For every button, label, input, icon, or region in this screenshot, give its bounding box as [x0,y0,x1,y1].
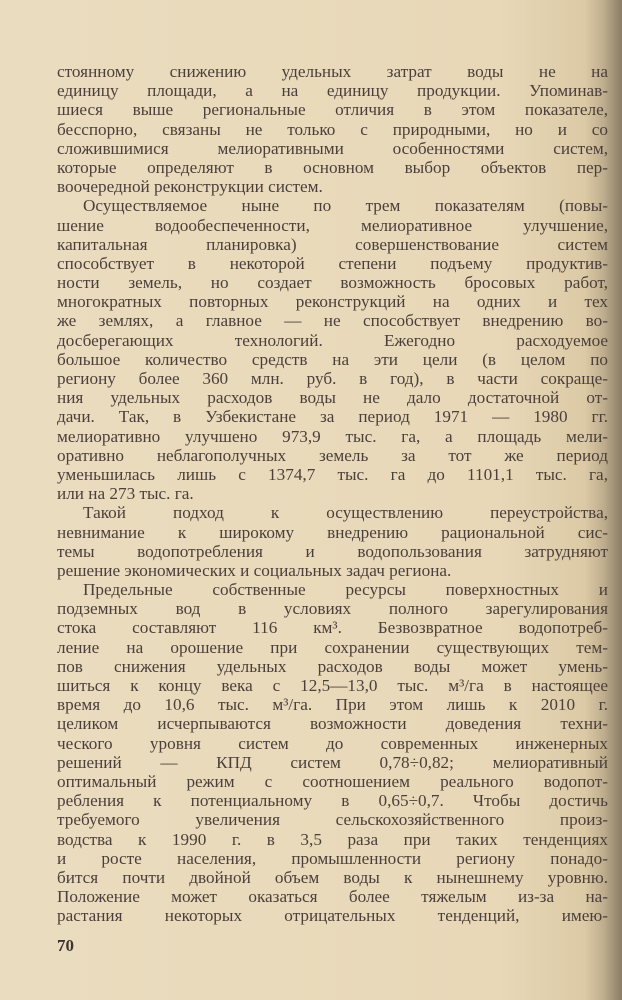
text-line: сложившимися мелиоративными особенностями систем, [57,138,608,158]
text-line: подземных вод в условиях полного зарегулирования [57,599,608,619]
text-line: требуемого увеличения сельскохозяйственного произ- [57,810,608,830]
text-line: мелиоративно улучшено 973,9 тыс. га, а площадь мели- [57,426,608,446]
text-line: пов снижения удельных расходов воды может умень- [57,656,608,676]
text-line: дачи. Так, в Узбекистане за период 1971 — 1980 гг. [57,407,608,427]
text-line: растания некоторых отрицательных тенденций, имею- [57,906,608,926]
text-line: стока составляют 116 км³. Безвозвратное водопотреб- [57,618,608,638]
text-line: шение водообеспеченности, мелиоративное улучшение, [57,215,608,235]
text-line: способствует в некоторой степени подъему продуктив- [57,253,608,273]
text-line: невнимание к широкому внедрению рациональной сис- [57,522,608,542]
text-line: или на 273 тыс. га. [57,484,194,504]
text-line: Осуществляемое ныне по трем показателям (повы- [83,196,608,216]
text-line: которые определяют в основном выбор объектов пер- [57,157,608,177]
text-line: большое количество средств на эти цели (в целом по [57,349,608,369]
text-line: стоянному снижению удельных затрат воды не на [57,62,608,81]
text-line: досберегающих технологий. Ежегодно расходуемое [57,330,608,350]
text-line: целиком исчерпываются возможности доведения техни- [57,714,608,734]
text-line: решение экономических и социальных задач региона. [57,560,452,580]
text-line: многократных повторных реконструкций на одних и тех [57,292,608,312]
text-line: темы водопотребления и водопользования затрудняют [57,541,608,561]
text-line: воочередной реконструкции систем. [57,177,323,197]
text-line: оративно неблагополучных земель за тот же период [57,445,608,465]
text-line: бесспорно, связаны не только с природными, но и со [57,119,608,139]
text-line: время до 10,6 тыс. м³/га. При этом лишь к 2010 г. [57,695,608,715]
text-line: уменьшилась лишь с 1374,7 тыс. га до 1101,1 тыс. га, [57,464,608,484]
text-line: и росте населения, промышленности региону понадо- [57,848,608,868]
text-line: капитальная планировка) совершенствование систем [57,234,608,254]
page-number: 70 [57,936,74,955]
text-line: Предельные собственные ресурсы поверхностных и [83,580,608,600]
text-line: бится почти двойной объем воды к нынешнему уровню. [57,867,608,887]
text-line: шиться к концу века с 12,5—13,0 тыс. м³/га в настоящее [57,676,608,695]
body-text [57,62,608,925]
text-line: же землях, а главное — не способствует внедрению во- [57,311,608,331]
text-line: ния удельных расходов воды не дало достаточной от- [57,388,608,408]
text-line: Положение может оказаться более тяжелым из-за на- [57,887,608,907]
text-line: ление на орошение при сохранении существующих тем- [57,637,608,657]
text-line: ности земель, но создает возможность бросовых работ, [57,273,608,293]
text-line: оптимальный режим с соотношением реального водопот- [57,771,608,791]
text-line: единицу площади, а на единицу продукции. Упоминав- [57,81,608,101]
text-line: шиеся выше региональные отличия в этом показателе, [57,100,608,120]
text-line: Такой подход к осуществлению переустройства, [83,503,608,523]
text-line: решений — КПД систем 0,78÷0,82; мелиоративный [57,752,608,772]
text-line: ческого уровня систем до современных инженерных [57,733,608,753]
text-line: региону более 360 млн. руб. в год), в части сокраще- [57,369,608,388]
text-line: ребления к потенциальному в 0,65÷0,7. Чтобы достичь [57,791,608,811]
text-line: водства к 1990 г. в 3,5 раза при таких тенденциях [57,829,608,849]
